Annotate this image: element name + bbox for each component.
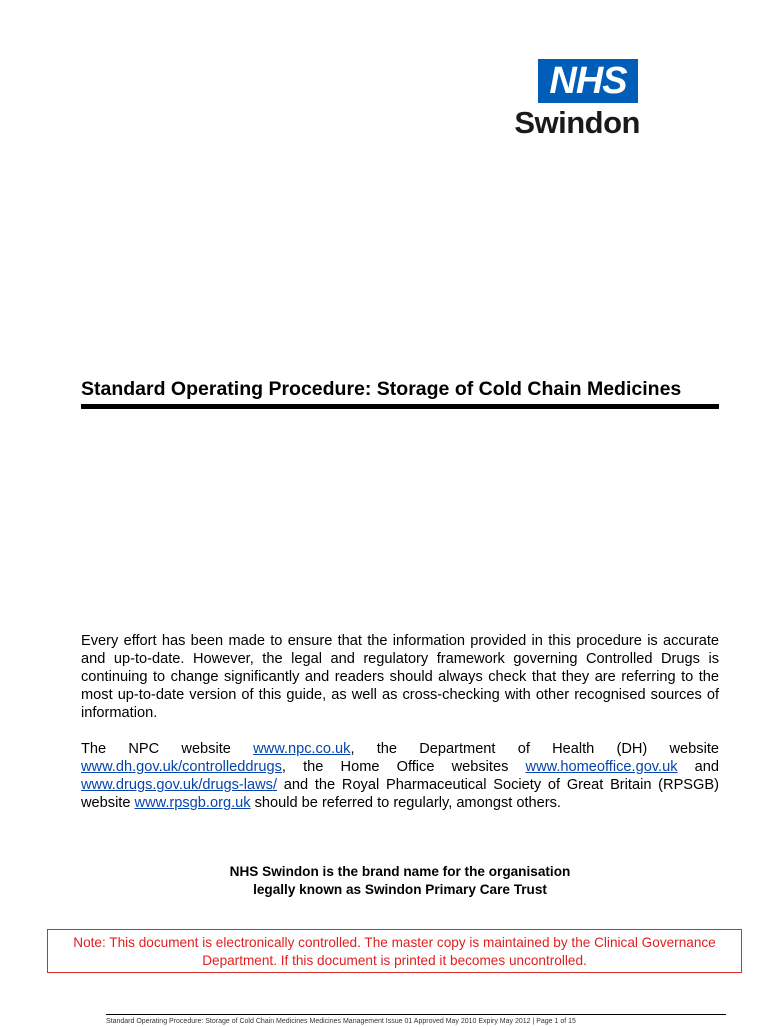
document-title: Standard Operating Procedure: Storage of Cold Chain Medicines [81, 378, 682, 400]
brand-name-note [81, 863, 719, 899]
references-text-3: , the Home Office websites [281, 759, 526, 775]
organisation-name: Swindon [514, 105, 640, 140]
brand-note-line-2: legally known as Swindon Primary Care Trust [253, 882, 547, 897]
title-underline [81, 404, 719, 409]
references-text-4: and [677, 759, 719, 775]
homeoffice-website-link[interactable]: www.homeoffice.gov.uk [525, 759, 678, 775]
brand-note-line-1: NHS Swindon is the brand name for the organisation [229, 864, 571, 879]
nhs-swindon-logo [498, 56, 642, 144]
nhs-badge: NHS [538, 59, 638, 103]
control-note-line-1: Note: This document is electronically controlled. The master copy is maintained by the Clinical Governance [73, 935, 716, 950]
references-text-2: , the Department of Health (DH) website [350, 741, 719, 757]
references-paragraph [81, 740, 719, 812]
npc-website-link[interactable]: www.npc.co.uk [253, 741, 351, 757]
dh-website-link[interactable]: www.dh.gov.uk/controlleddrugs [81, 759, 282, 775]
disclaimer-paragraph: Every effort has been made to ensure that the information provided in this procedure is accurate and up-to-date. However, the legal and regulatory framework governing Controlled Drugs is continuing to change significantly and readers should always check that they are referring to the most up-to-date version of this guide, as well as cross-checking with other recognised sources of information. [81, 633, 719, 721]
references-text-6: should be referred to regularly, amongst others. [250, 795, 561, 811]
page-footer: Standard Operating Procedure: Storage of Cold Chain Medicines Medicines Management Issue 01 Approved May 2010 Expiry May 2012 | Page 1 of 15 [106, 1014, 726, 1027]
drugs-website-link[interactable]: www.drugs.gov.uk/drugs-laws/ [81, 777, 278, 793]
control-note-line-2: Department. If this document is printed it becomes uncontrolled. [202, 953, 587, 968]
document-control-notice [47, 929, 742, 973]
rpsgb-website-link[interactable]: www.rpsgb.org.uk [134, 795, 251, 811]
references-text-1: The NPC website [81, 741, 254, 757]
references-text-5: and the Royal Pharmaceutical Society of Great Britain (RPSGB) website [81, 777, 719, 811]
